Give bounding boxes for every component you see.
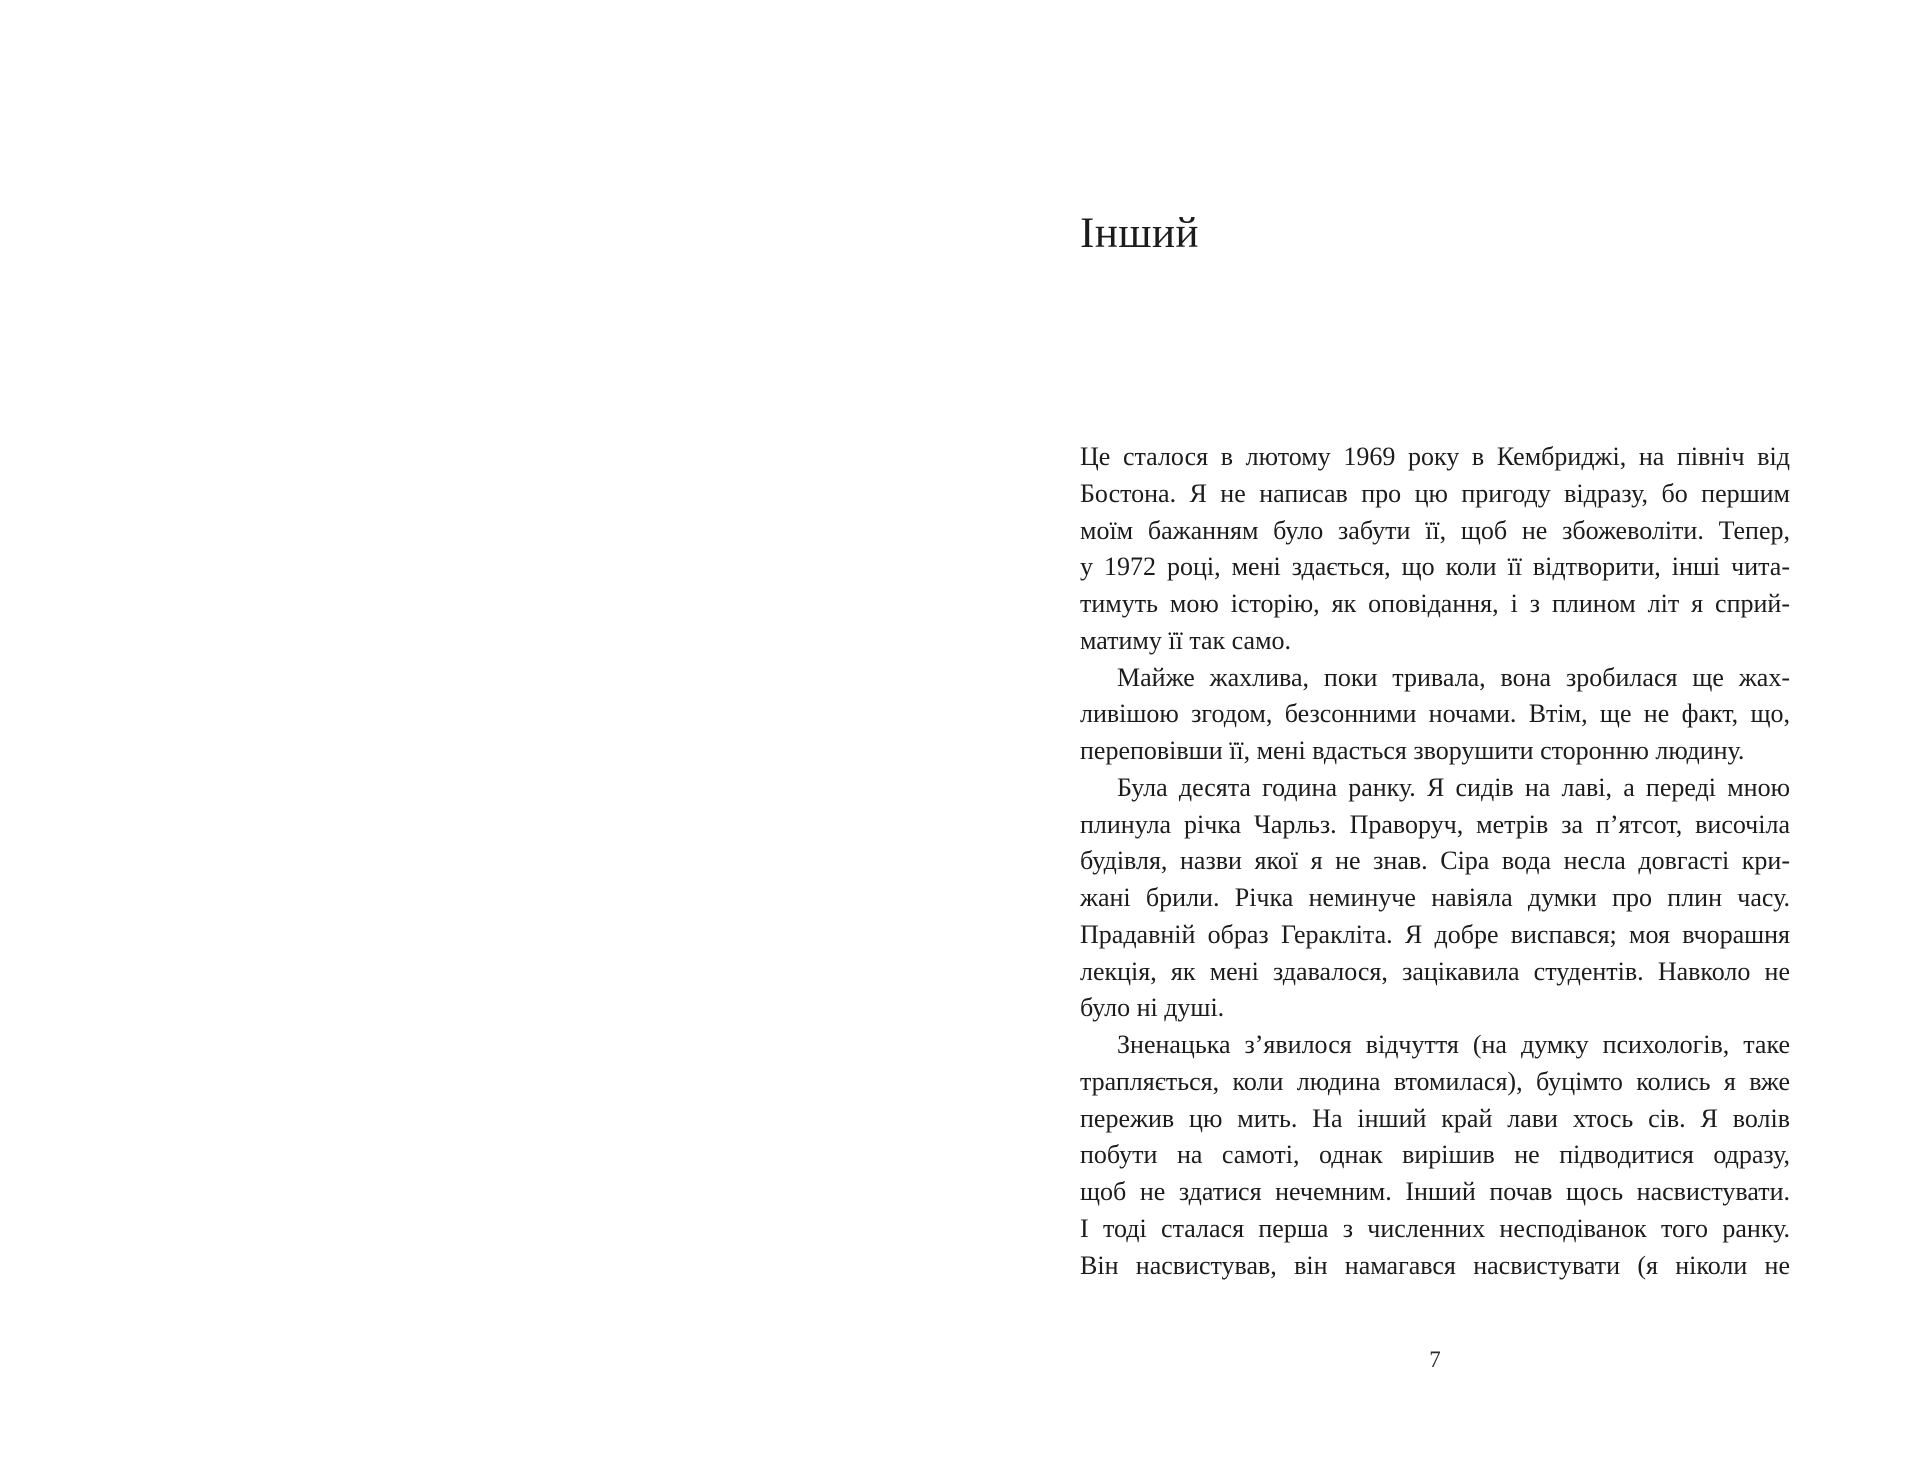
- text-line: Зненацька з’явилося відчуття (на думку психологів, таке: [1117, 1030, 1790, 1059]
- text-line: тимуть мою історію, як оповідання, і з плином літ я сприй-: [1080, 589, 1790, 618]
- text-line: було ні душі.: [1080, 993, 1225, 1023]
- chapter-title: Інший: [1080, 210, 1199, 257]
- text-line: у 1972 році, мені здається, що коли її відтворити, інші чита-: [1080, 552, 1790, 582]
- text-line: Бостона. Я не написав про цю пригоду відразу, бо першим: [1080, 478, 1790, 508]
- text-line: Була десята година ранку. Я сидів на лаві, а переді мною: [1117, 772, 1790, 802]
- text-line: І тоді сталася перша з численних несподіванок того ранку.: [1080, 1213, 1790, 1243]
- text-line: жані брили. Річка неминуче навіяла думки про плин часу.: [1080, 883, 1790, 912]
- text-line: пережив цю мить. На інший край лави хтось сів. Я волів: [1080, 1103, 1790, 1133]
- text-line: трапляється, коли людина втомилася), буцімто колись я вже: [1080, 1066, 1790, 1096]
- text-line: лекція, як мені здавалося, зацікавила студентів. Навколо не: [1080, 956, 1790, 986]
- text-line: плинула річка Чарльз. Праворуч, метрів за п’ятсот, височіла: [1080, 809, 1790, 839]
- text-line: Прадавній образ Геракліта. Я добре виспався; моя вчорашня: [1080, 919, 1790, 949]
- body-text: [1080, 439, 1790, 1284]
- text-line: матиму її так само.: [1080, 625, 1292, 655]
- text-line: щоб не здатися нечемним. Інший почав щось насвистувати.: [1080, 1177, 1790, 1206]
- text-line: ливішою згодом, безсонними ночами. Втім, ще не факт, що,: [1080, 699, 1790, 729]
- text-line: побути на самоті, однак вирішив не підводитися одразу,: [1080, 1140, 1790, 1170]
- text-line: будівля, назви якої я не знав. Сіра вода несла довгасті кри-: [1080, 846, 1790, 876]
- text-line: моїм бажанням було забути її, щоб не збожеволіти. Тепер,: [1080, 515, 1790, 545]
- text-line: Він насвистував, він намагався насвистувати (я ніколи не: [1080, 1250, 1790, 1280]
- page-number: 7: [1429, 1347, 1441, 1372]
- text-line: переповівши її, мені вдасться зворушити сторонню людину.: [1080, 736, 1745, 765]
- text-line: Це сталося в лютому 1969 року в Кембриджі, на північ від: [1080, 442, 1790, 471]
- text-line: Майже жахлива, поки тривала, вона зробилася ще жах-: [1117, 662, 1790, 692]
